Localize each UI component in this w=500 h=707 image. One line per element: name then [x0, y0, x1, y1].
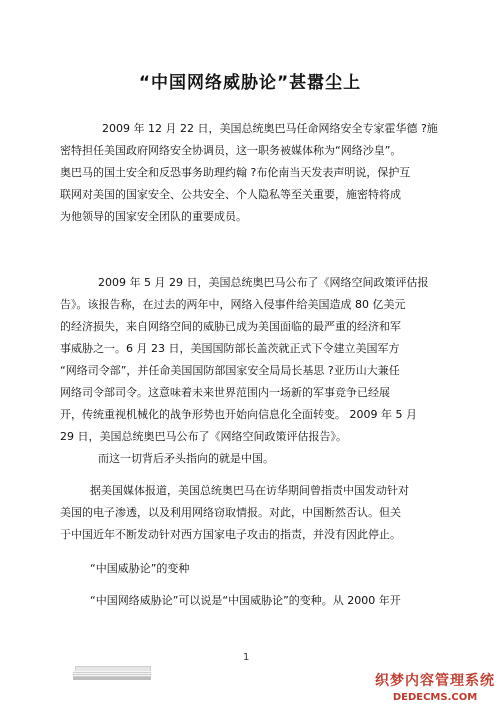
- text-line: 奥巴马的国土安全和反恐事务助理约翰 ?布伦南当天发表声明说，保护互: [60, 166, 411, 179]
- text-line: 2009 年 12 月 22 日，美国总统奥巴马任命网络安全专家霍华德 ?施: [102, 122, 438, 135]
- text-line: 的经济损失，来自网络空间的威胁已成为美国面临的最严重的经济和军: [60, 320, 401, 333]
- text-line: 告》。该报告称，在过去的两年中，网络入侵事件给美国造成 80 亿美元: [60, 298, 406, 311]
- text-line: 网络司令部司令。这意味着未来世界范围内一场新的军事竞争已经展: [60, 386, 390, 399]
- text-line: 联网对美国的国家安全、公共安全、个人隐私等至关重要，施密特将成: [60, 188, 401, 201]
- text-line: 于中国近年不断发动针对西方国家电子攻击的指责，并没有因此停止。: [60, 528, 401, 541]
- paragraph-2: [60, 272, 450, 448]
- text-line: 美国的电子渗透，以及利用网络窃取情报。对此，中国断然否认。但关: [60, 506, 401, 519]
- text-line: 事威胁之一。6 月 23 日，美国国防部长盖茨就正式下令建立美国军方: [60, 342, 400, 355]
- text-line: “中国网络威胁论”可以说是“中国威胁论”的变种。从 2000 年开: [90, 594, 401, 607]
- paragraph-1: [60, 118, 450, 228]
- watermark-domain: DEDECMS.COM: [392, 692, 478, 703]
- paragraph-4: [60, 480, 450, 546]
- text-line: 而这一切背后矛头指向的就是中国。: [98, 452, 274, 465]
- paragraph-3: [60, 448, 450, 470]
- text-line: 开，传统重视机械化的战争形势也开始向信息化全面转变。 2009 年 5 月: [60, 408, 417, 421]
- section-heading: [60, 558, 450, 580]
- paragraph-5: [60, 590, 450, 612]
- page-number: 1: [243, 652, 250, 663]
- text-line: 为他领导的国家安全团队的重要成员。: [60, 210, 247, 223]
- text-line: “中国威胁论”的变种: [90, 562, 190, 575]
- text-line: “网络司令部”，并任命美国国防部国家安全局局长基思 ?亚历山大兼任: [60, 364, 400, 377]
- text-line: 29 日，美国总统奥巴马公布了《网络空间政策评估报告》。: [60, 430, 347, 443]
- text-line: 据美国媒体报道，美国总统奥巴马在访华期间曾指责中国发动针对: [90, 484, 409, 497]
- text-line: 密特担任美国政府网络安全协调员，这一职务被媒体称为“网络沙皇”。: [60, 144, 402, 157]
- text-line: 2009 年 5 月 29 日，美国总统奥巴马公布了《网络空间政策评估报: [98, 276, 429, 289]
- watermark-title: 织梦内容管理系统: [375, 673, 495, 689]
- watermark: [374, 670, 496, 703]
- book-icon: [73, 666, 151, 680]
- document-title: “中国网络威胁论”甚嚣尘上: [138, 73, 362, 93]
